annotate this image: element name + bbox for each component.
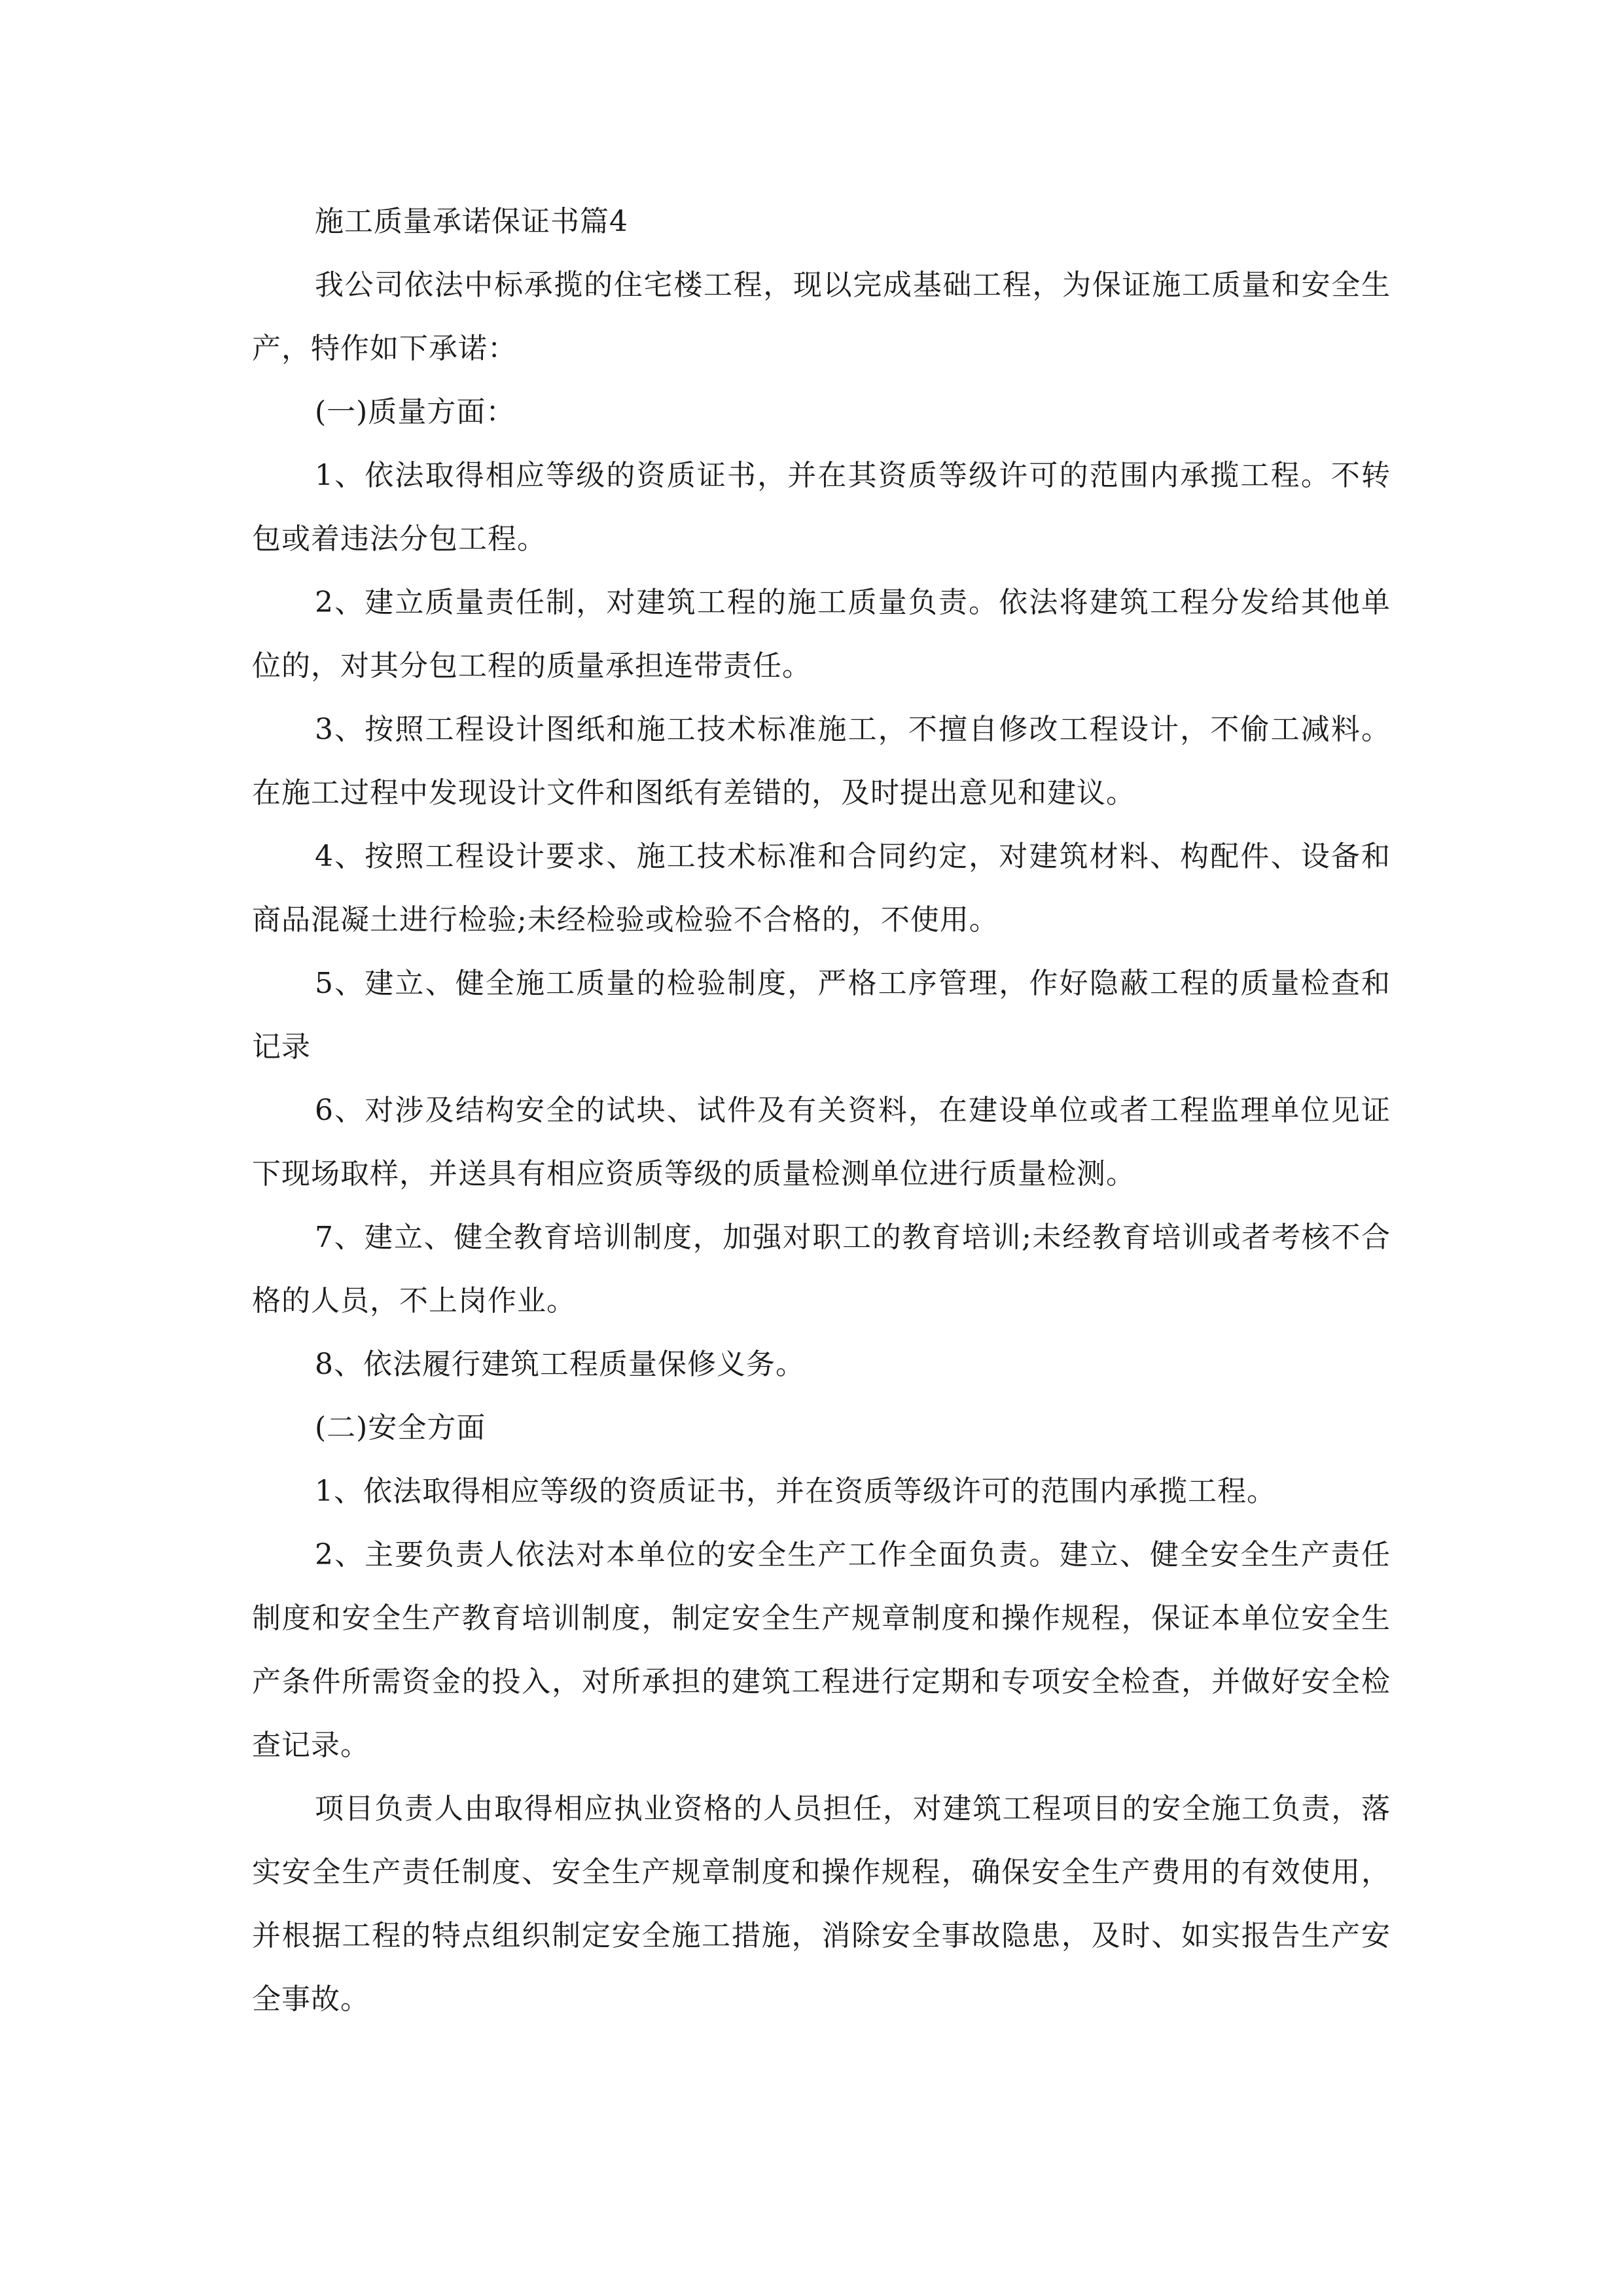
quality-item-1: 1、依法取得相应等级的资质证书，并在其资质等级许可的范围内承揽工程。不转包或着违法分包工程。 xyxy=(252,459,1391,556)
safety-item-1: 1、依法取得相应等级的资质证书，并在资质等级许可的范围内承揽工程。 xyxy=(315,1475,1276,1508)
paragraph-project-lead: 项目负责人由取得相应执业资格的人员担任，对建筑工程项目的安全施工负责，落实安全生产责任制度、安全生产规章制度和操作规程，确保安全生产费用的有效使用，并根据工程的特点组织制定安全施工措施，消除安全事故隐患，及时、如实报告生产安全事故。 xyxy=(252,1792,1391,2016)
quality-item-3: 3、按照工程设计图纸和施工技术标准施工，不擅自修改工程设计，不偷工减料。在施工过程中发现设计文件和图纸有差错的，及时提出意见和建议。 xyxy=(252,713,1391,810)
document-title: 施工质量承诺保证书篇4 xyxy=(315,205,628,238)
quality-item-4: 4、按照工程设计要求、施工技术标准和合同约定，对建筑材料、构配件、设备和商品混凝土进行检验;未经检验或检验不合格的，不使用。 xyxy=(252,840,1391,937)
section-heading-quality: (一)质量方面： xyxy=(315,395,516,429)
quality-item-8: 8、依法履行建筑工程质量保修义务。 xyxy=(315,1348,805,1381)
paragraph-intro: 我公司依法中标承揽的住宅楼工程，现以完成基础工程，为保证施工质量和安全生产，特作如下承诺： xyxy=(252,268,1391,365)
quality-item-7: 7、建立、健全教育培训制度，加强对职工的教育培训;未经教育培训或者考核不合格的人员，不上岗作业。 xyxy=(252,1221,1391,1318)
safety-item-2: 2、主要负责人依法对本单位的安全生产工作全面负责。建立、健全安全生产责任制度和安全生产教育培训制度，制定安全生产规章制度和操作规程，保证本单位安全生产条件所需资金的投入，对所承担的建筑工程进行定期和专项安全检查，并做好安全检查记录。 xyxy=(252,1538,1391,1762)
quality-item-2: 2、建立质量责任制，对建筑工程的施工质量负责。依法将建筑工程分发给其他单位的，对其分包工程的质量承担连带责任。 xyxy=(252,586,1391,683)
section-heading-safety: (二)安全方面 xyxy=(315,1411,486,1444)
quality-item-6: 6、对涉及结构安全的试块、试件及有关资料，在建设单位或者工程监理单位见证下现场取样，并送具有相应资质等级的质量检测单位进行质量检测。 xyxy=(252,1094,1391,1191)
document-page xyxy=(252,190,1391,2031)
quality-item-5: 5、建立、健全施工质量的检验制度，严格工序管理，作好隐蔽工程的质量检查和记录 xyxy=(252,967,1391,1064)
